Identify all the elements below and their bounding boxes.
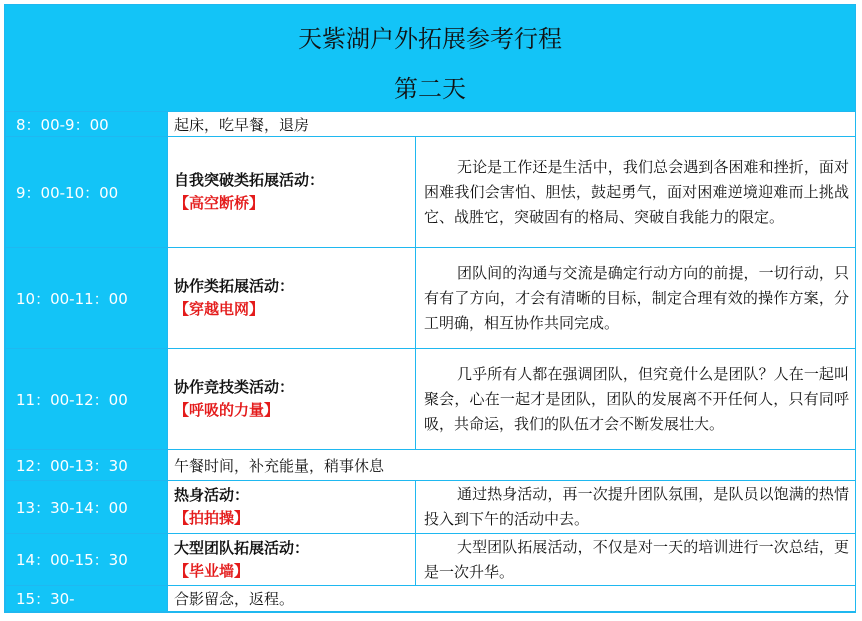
time-cell: 15：30- (6, 586, 168, 612)
page-title: 天紫湖户外拓展参考行程 (298, 25, 562, 53)
table-row (6, 586, 856, 612)
activity-highlight: 【毕业墙】 (174, 561, 250, 580)
table-row (6, 534, 856, 586)
activity-cell (168, 534, 416, 586)
activity-name: 热身活动： (174, 486, 250, 504)
day-subtitle: 第二天 (394, 75, 466, 103)
table-row (6, 349, 856, 450)
table-row (6, 450, 856, 481)
activity-cell (168, 137, 416, 248)
description-cell: 几乎所有人都在强调团队，但究竟什么是团队？人在一起叫聚会，心在一起才是团队，团队的发展离不开任何人，只有同呼吸，共命运，我们的队伍才会不断发展壮大。 (416, 349, 856, 450)
activity-highlight: 【高空断桥】 (174, 194, 265, 212)
header-banner (5, 5, 855, 111)
time-cell: 9：00-10：00 (6, 137, 168, 248)
time-cell: 13：30-14：00 (6, 481, 168, 534)
activity-highlight: 【拍拍操】 (174, 509, 250, 527)
activity-name: 自我突破类拓展活动： (174, 171, 325, 189)
table-row (6, 481, 856, 534)
activity-cell (168, 481, 416, 534)
activity-highlight: 【呼吸的力量】 (174, 401, 280, 419)
activity-name: 协作竞技类活动： (174, 378, 295, 396)
table-row (6, 248, 856, 349)
activity-cell (168, 248, 416, 349)
time-cell: 8：00-9：00 (6, 112, 168, 137)
description-cell: 通过热身活动，再一次提升团队氛围，是队员以饱满的热情投入到下午的活动中去。 (416, 481, 856, 534)
activity-highlight: 【穿越电网】 (174, 300, 265, 318)
description-cell: 团队间的沟通与交流是确定行动方向的前提，一切行动，只有有了方向，才会有清晰的目标，制定合理有效的操作方案，分工明确，相互协作共同完成。 (416, 248, 856, 349)
table-row (6, 137, 856, 248)
activity-name: 协作类拓展活动： (174, 277, 295, 295)
activity-cell: 合影留念，返程。 (168, 586, 856, 612)
activity-cell: 午餐时间，补充能量，稍事休息 (168, 450, 856, 481)
time-cell: 12：00-13：30 (6, 450, 168, 481)
table-row (6, 112, 856, 137)
time-cell: 10：00-11：00 (6, 248, 168, 349)
time-cell: 11：00-12：00 (6, 349, 168, 450)
time-cell: 14：00-15：30 (6, 534, 168, 586)
activity-cell (168, 349, 416, 450)
activity-cell: 起床，吃早餐，退房 (168, 112, 856, 137)
description-cell: 无论是工作还是生活中，我们总会遇到各困难和挫折，面对困难我们会害怕、胆怯，鼓起勇气，面对困难逆境迎难而上挑战它、战胜它，突破固有的格局、突破自我能力的限定。 (416, 137, 856, 248)
schedule-table (5, 111, 856, 612)
description-cell: 大型团队拓展活动，不仅是对一天的培训进行一次总结，更是一次升华。 (416, 534, 856, 586)
itinerary-sheet (4, 4, 856, 613)
activity-name: 大型团队拓展活动： (174, 538, 310, 557)
